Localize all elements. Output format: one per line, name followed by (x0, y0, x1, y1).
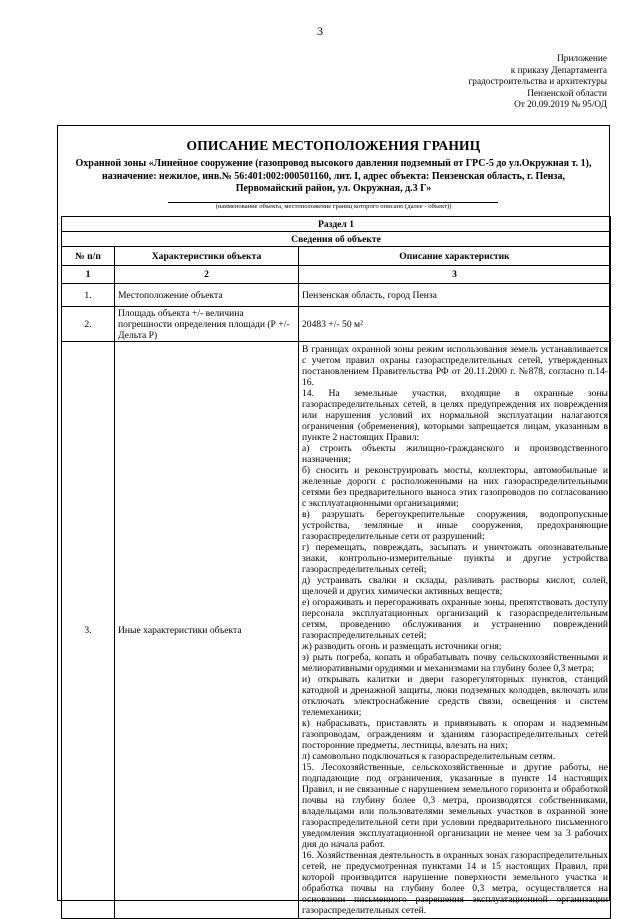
object-info-table (61, 216, 611, 919)
column-number: 1 (62, 266, 115, 284)
document-caption: (наименование объекта, местоположение границ которого описано (далее - объект)) (215, 203, 452, 210)
description-paragraph: к) набрасывать, приставлять и привязывать к опорам и надземным газопроводам, ограждениям и зданиям газораспределительных сетей посторонние предметы, лестницы, влезать на них; (302, 718, 608, 751)
row-characteristic: Местоположение объекта (115, 284, 299, 307)
section-title: Раздел 1 (62, 217, 611, 232)
row-value: 20483 +/- 50 м² (299, 307, 611, 342)
annex-line: градостроительства и архитектуры (468, 77, 607, 88)
section-subtitle-row (62, 232, 611, 247)
annex-block (468, 54, 607, 112)
row-number: 2. (62, 307, 115, 342)
description-paragraph: 14. На земельные участки, входящие в охранные зоны газораспределительных сетей, в целях предупреждения их повреждения или нарушения условий их нормальной эксплуатации налагаются ограничения (обременения), которыми запрещается лицам, указанным в пункте 2 настоящих Правил: (302, 388, 608, 443)
description-paragraph: е) огораживать и перегораживать охранные зоны, препятствовать доступу персонала эксплуатационных организаций к газораспределительным сетям, проведению обслуживания и устранению повреждений газораспределительных сетей; (302, 597, 608, 641)
row-description (299, 342, 611, 919)
column-header: Характеристики объекта (115, 247, 299, 266)
annex-line: Приложение (557, 54, 607, 64)
column-number: 3 (299, 266, 611, 284)
annex-line: к приказу Департамента (510, 65, 607, 76)
description-paragraph: а) строить объекты жилищно-гражданского и производственного назначения; (302, 443, 608, 465)
column-header: № п/п (62, 247, 115, 266)
table-row (62, 307, 611, 342)
row-characteristic: Иные характеристики объекта (115, 342, 299, 919)
description-paragraph: з) рыть погреба, копать и обрабатывать почву сельскохозяйственными и мелиоративными орудиями и механизмами на глубину более 0,3 метра; (302, 652, 608, 674)
row-value: Пензенская область, город Пенза (299, 284, 611, 307)
column-header: Описание характеристик (299, 247, 611, 266)
document-title: ОПИСАНИЕ МЕСТОПОЛОЖЕНИЯ ГРАНИЦ (186, 138, 481, 153)
table-row (62, 342, 611, 919)
section-subtitle: Сведения об объекте (62, 232, 611, 247)
description-paragraph: 16. Хозяйственная деятельность в охранных зонах газораспределительных сетей, не предусмотренная пунктами 14 и 15 настоящих Правил, при которой производится нарушение поверхности земельного участка и обработка почвы на глубину более 0,3 метра, осуществляется на основании письменного разрешения эксплуатационной организации газораспределительных сетей. (302, 850, 608, 916)
section-title-row (62, 217, 611, 232)
table-row (62, 284, 611, 307)
column-number-row (62, 266, 611, 284)
column-number: 2 (115, 266, 299, 284)
description-paragraph: д) устраивать свалки и склады, разливать растворы кислот, солей, щелочей и других химически активных веществ; (302, 575, 608, 597)
description-paragraph: 15. Лесохозяйственные, сельскохозяйственные и другие работы, не подпадающие под ограничения, указанные в пункте 14 настоящих Правил, и не связанные с нарушением земельного горизонта и обработкой почвы на глубину более 0,3 метра, производятся собственниками, владельцами или пользователями земельных участков в охранной зоне газораспределительной сети при условии предварительного письменного уведомления эксплуатационной организации не менее чем за 3 рабочих дня до начала работ. (302, 762, 608, 850)
row-characteristic: Площадь объекта +/- величина погрешности определения площади (Р +/- Дельта Р) (115, 307, 299, 342)
table-header-row (62, 247, 611, 266)
description-paragraph: г) перемещать, повреждать, засыпать и уничтожать опознавательные знаки, контрольно-измерительные пункты и другие устройства газораспределительных сетей; (302, 542, 608, 575)
description-paragraph: б) сносить и реконструировать мосты, коллекторы, автомобильные и железные дороги с расположенными на них газораспределительными сетями без предварительного выноса этих газопроводов по согласованию с эксплуатационными организациями; (302, 465, 608, 509)
document-frame (57, 125, 610, 916)
page-number: 3 (317, 24, 323, 38)
row-number: 3. (62, 342, 115, 919)
description-paragraph: в) разрушать берегоукрепительные сооружения, водопропускные устройства, земляные и иные сооружения, предохраняющие газораспределительные сети от разрушений; (302, 509, 608, 542)
annex-line: От 20.09.2019 № 95/ОД (514, 100, 607, 111)
description-paragraph: л) самовольно подключаться к газораспределительным сетям. (302, 751, 556, 762)
annex-line: Пензенской области (527, 88, 607, 99)
description-paragraph: и) открывать калитки и двери газорегуляторных пунктов, станций катодной и дренажной защиты, люки подземных колодцев, включать или отключать электроснабжение средств связи, освещения и систем телемеханики; (302, 674, 608, 718)
description-paragraph: В границах охранной зоны режим использования земель устанавливается с учетом правил охраны газораспределительных сетей, утвержденных постановлением Правительства РФ от 20.11.2000 г. №878, согласно п.14-16. (302, 344, 608, 388)
document-subtitle: Охранной зоны «Линейное сооружение (газопровод высокого давления подземный от ГРС-5 до ул.Окружная т. 1), назначение: нежилое, инв.№ 56:401:002:000501160, лит. I, адрес объекта: Пензенская область, г. Пенза, Первомайский район, ул. Окружная, д.3 Г» (75, 158, 592, 195)
description-paragraph: ж) разводить огонь и размещать источники огня; (302, 641, 502, 652)
row-number: 1. (62, 284, 115, 307)
